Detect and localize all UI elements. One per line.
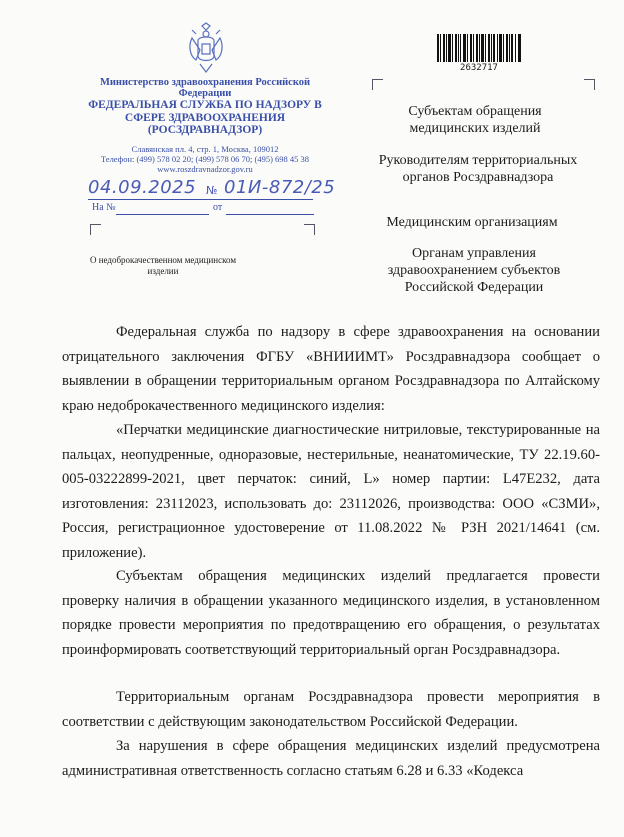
service-name: ФЕДЕРАЛЬНАЯ СЛУЖБА ПО НАДЗОРУ В СФЕРЕ ЗДРАВООХРАНЕНИЯ (РОСЗДРАВНАДЗОР) <box>88 99 322 136</box>
outgoing-number: 01И-872/25 <box>224 177 336 198</box>
body-text-3: Субъектам обращения медицинских изделий предлагается провести проверку наличия в обращении указанного медицинского изделия, в установленном порядке провести мероприятия по предотвращению его обращения, о результатах проинформировать соответствующий территориальный орган Росздравнадзора. <box>62 568 600 658</box>
website-line: www.roszdravnadzor.gov.ru <box>157 164 253 174</box>
outgoing-underline <box>88 199 313 200</box>
body-paragraph-3 <box>62 564 600 662</box>
body-text-5: За нарушения в сфере обращения медицинских изделий предусмотрена административная ответственность согласно статьям 6.28 и 6.33 «Кодекса <box>62 738 600 779</box>
body-text-2: «Перчатки медицинские диагностические нитриловые, текстурированные на пальцах, неопудренные, одноразовые, нестерильные, неанатомические, ТУ 22.19.60-005-03222899-2021, цвет перчаток: синий, L» номер партии: L47E232, дата изготовления: 23112023, использовать до: 23112026, производства: ООО «СЗМИ», Россия, регистрационное удостоверение от 11.08.2022 № РЗН 2021/14641 (см. приложение). <box>62 422 600 561</box>
reference-number-line <box>116 214 209 215</box>
body-paragraph-2 <box>62 418 600 566</box>
reference-ot-label: от <box>213 202 223 213</box>
phones-line: Телефон: (499) 578 02 20; (499) 578 06 70; (495) 698 45 38 <box>100 154 310 164</box>
barcode-number: 2632717 <box>460 63 498 73</box>
subject-corner-right <box>304 224 315 235</box>
subject-corner-left <box>90 224 101 235</box>
body-paragraph-1 <box>62 320 600 418</box>
body-paragraph-5 <box>62 734 600 783</box>
addressee-corner-left <box>372 79 383 90</box>
coat-of-arms-emblem <box>178 20 234 76</box>
addressee-3: Медицинским организациям <box>386 215 558 230</box>
subject-line: О недоброкачественном медицинском изделии <box>89 255 237 276</box>
body-text-4: Территориальным органам Росздравнадзора провести мероприятия в соответствии с действующим законодательством Российской Федерации. <box>62 689 600 730</box>
addressee-corner-right <box>584 79 595 90</box>
contact-block <box>80 144 330 174</box>
outgoing-no-label: № <box>206 184 218 197</box>
addressee-2: Руководителям территориальных органов Росздравнадзора <box>378 153 578 185</box>
reference-na-label: На № <box>92 202 116 213</box>
body-paragraph-4 <box>62 685 600 734</box>
outgoing-date: 04.09.2025 <box>88 177 197 198</box>
body-text-1: Федеральная служба по надзору в сфере здравоохранения на основании отрицательного заключения ФГБУ «ВНИИИМТ» Росздравнадзора сообщает о выявлении в обращении территориальным органом Росздравнадзора по Алтайскому краю недоброкачественного медицинского изделия: <box>62 324 600 414</box>
barcode <box>437 34 521 62</box>
reference-date-line <box>226 214 314 215</box>
ministry-name: Министерство здравоохранения Российской Федерации <box>99 77 311 99</box>
addressee-1: Субъектам обращения медицинских изделий <box>408 104 542 136</box>
address-line: Славянская пл. 4, стр. 1, Москва, 109012 <box>131 144 279 154</box>
addressee-4: Органам управления здравоохранением субъектов Российской Федерации <box>387 246 561 295</box>
